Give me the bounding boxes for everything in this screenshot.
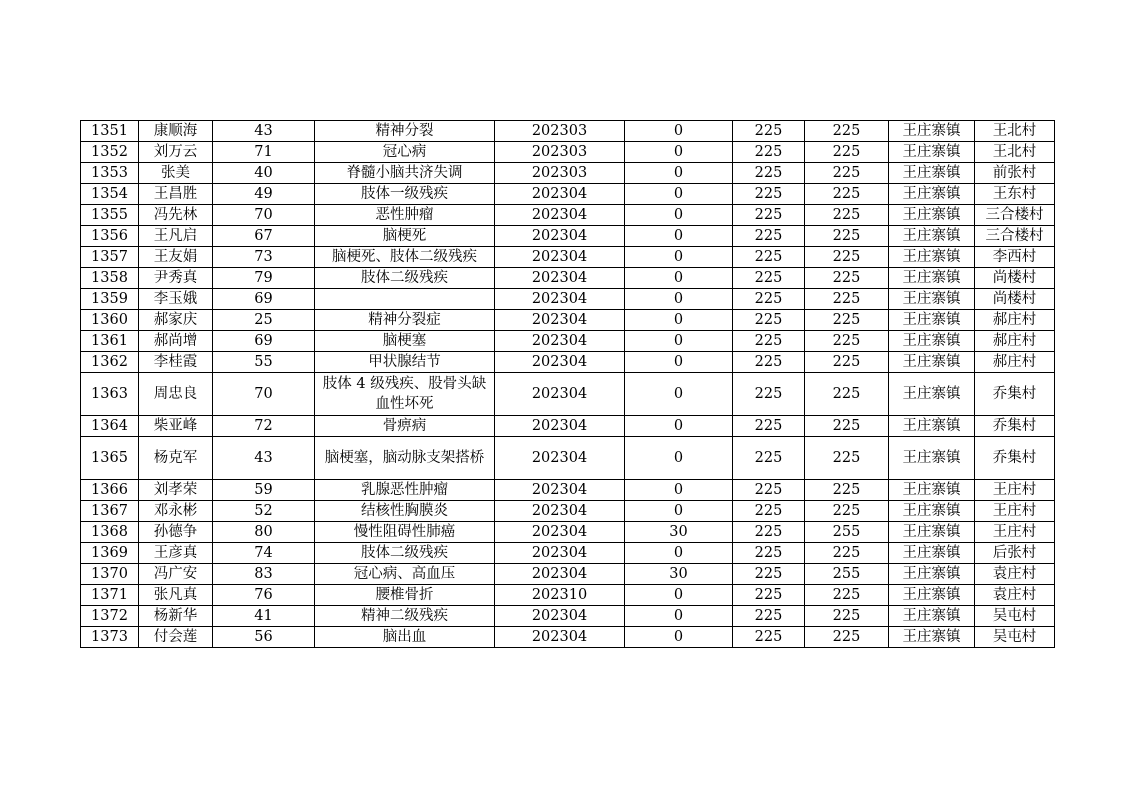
month-cell: 202304 xyxy=(495,480,625,501)
base-amount-cell: 225 xyxy=(733,501,805,522)
village-cell: 乔集村 xyxy=(975,416,1055,437)
table-row xyxy=(81,437,1055,480)
month-cell: 202304 xyxy=(495,564,625,585)
town-cell: 王庄寨镇 xyxy=(889,121,975,142)
diagnosis-cell: 脑梗死、肢体二级残疾 xyxy=(315,247,495,268)
age-cell: 76 xyxy=(213,585,315,606)
name-cell: 王凡启 xyxy=(139,226,213,247)
base-amount-cell: 225 xyxy=(733,437,805,480)
age-cell: 49 xyxy=(213,184,315,205)
name-cell: 周忠良 xyxy=(139,373,213,416)
extra-amount-cell: 0 xyxy=(625,226,733,247)
name-cell: 杨新华 xyxy=(139,606,213,627)
serial-cell: 1365 xyxy=(81,437,139,480)
age-cell: 56 xyxy=(213,627,315,648)
total-amount-cell: 225 xyxy=(805,416,889,437)
total-amount-cell: 225 xyxy=(805,205,889,226)
extra-amount-cell: 0 xyxy=(625,205,733,226)
table-row xyxy=(81,480,1055,501)
table-row xyxy=(81,522,1055,543)
extra-amount-cell: 0 xyxy=(625,627,733,648)
serial-cell: 1361 xyxy=(81,331,139,352)
diagnosis-cell: 脑梗塞 xyxy=(315,331,495,352)
age-cell: 83 xyxy=(213,564,315,585)
age-cell: 25 xyxy=(213,310,315,331)
village-cell: 王庄村 xyxy=(975,522,1055,543)
total-amount-cell: 225 xyxy=(805,121,889,142)
total-amount-cell: 225 xyxy=(805,247,889,268)
age-cell: 59 xyxy=(213,480,315,501)
name-cell: 王友娟 xyxy=(139,247,213,268)
age-cell: 79 xyxy=(213,268,315,289)
serial-cell: 1368 xyxy=(81,522,139,543)
month-cell: 202304 xyxy=(495,543,625,564)
age-cell: 80 xyxy=(213,522,315,543)
diagnosis-cell: 精神二级残疾 xyxy=(315,606,495,627)
base-amount-cell: 225 xyxy=(733,564,805,585)
total-amount-cell: 225 xyxy=(805,627,889,648)
total-amount-cell: 225 xyxy=(805,226,889,247)
town-cell: 王庄寨镇 xyxy=(889,205,975,226)
age-cell: 74 xyxy=(213,543,315,564)
table-row xyxy=(81,352,1055,373)
name-cell: 王彦真 xyxy=(139,543,213,564)
extra-amount-cell: 0 xyxy=(625,331,733,352)
serial-cell: 1355 xyxy=(81,205,139,226)
name-cell: 王昌胜 xyxy=(139,184,213,205)
extra-amount-cell: 30 xyxy=(625,564,733,585)
base-amount-cell: 225 xyxy=(733,522,805,543)
name-cell: 李玉娥 xyxy=(139,289,213,310)
town-cell: 王庄寨镇 xyxy=(889,331,975,352)
village-cell: 王庄村 xyxy=(975,501,1055,522)
serial-cell: 1352 xyxy=(81,142,139,163)
name-cell: 邓永彬 xyxy=(139,501,213,522)
base-amount-cell: 225 xyxy=(733,205,805,226)
extra-amount-cell: 0 xyxy=(625,437,733,480)
extra-amount-cell: 30 xyxy=(625,522,733,543)
total-amount-cell: 225 xyxy=(805,437,889,480)
town-cell: 王庄寨镇 xyxy=(889,289,975,310)
base-amount-cell: 225 xyxy=(733,184,805,205)
diagnosis-cell: 恶性肿瘤 xyxy=(315,205,495,226)
serial-cell: 1353 xyxy=(81,163,139,184)
village-cell: 乔集村 xyxy=(975,437,1055,480)
village-cell: 吴屯村 xyxy=(975,606,1055,627)
extra-amount-cell: 0 xyxy=(625,352,733,373)
village-cell: 王东村 xyxy=(975,184,1055,205)
town-cell: 王庄寨镇 xyxy=(889,416,975,437)
serial-cell: 1372 xyxy=(81,606,139,627)
extra-amount-cell: 0 xyxy=(625,501,733,522)
table-row xyxy=(81,247,1055,268)
month-cell: 202304 xyxy=(495,352,625,373)
table-row xyxy=(81,205,1055,226)
serial-cell: 1364 xyxy=(81,416,139,437)
name-cell: 张凡真 xyxy=(139,585,213,606)
serial-cell: 1360 xyxy=(81,310,139,331)
village-cell: 袁庄村 xyxy=(975,585,1055,606)
base-amount-cell: 225 xyxy=(733,268,805,289)
name-cell: 孙德争 xyxy=(139,522,213,543)
month-cell: 202304 xyxy=(495,289,625,310)
name-cell: 刘孝荣 xyxy=(139,480,213,501)
table-row xyxy=(81,289,1055,310)
diagnosis-cell: 脑出血 xyxy=(315,627,495,648)
name-cell: 李桂霞 xyxy=(139,352,213,373)
name-cell: 柴亚峰 xyxy=(139,416,213,437)
table-row xyxy=(81,543,1055,564)
name-cell: 冯先林 xyxy=(139,205,213,226)
month-cell: 202303 xyxy=(495,142,625,163)
table-row xyxy=(81,501,1055,522)
town-cell: 王庄寨镇 xyxy=(889,163,975,184)
serial-cell: 1357 xyxy=(81,247,139,268)
diagnosis-cell: 精神分裂 xyxy=(315,121,495,142)
table-row xyxy=(81,606,1055,627)
table-row xyxy=(81,585,1055,606)
age-cell: 67 xyxy=(213,226,315,247)
total-amount-cell: 255 xyxy=(805,522,889,543)
diagnosis-cell: 脊髓小脑共济失调 xyxy=(315,163,495,184)
table-row xyxy=(81,416,1055,437)
diagnosis-cell: 冠心病 xyxy=(315,142,495,163)
base-amount-cell: 225 xyxy=(733,310,805,331)
village-cell: 吴屯村 xyxy=(975,627,1055,648)
total-amount-cell: 225 xyxy=(805,480,889,501)
base-amount-cell: 225 xyxy=(733,543,805,564)
serial-cell: 1354 xyxy=(81,184,139,205)
total-amount-cell: 225 xyxy=(805,184,889,205)
total-amount-cell: 225 xyxy=(805,585,889,606)
diagnosis-cell: 乳腺恶性肿瘤 xyxy=(315,480,495,501)
name-cell: 付会莲 xyxy=(139,627,213,648)
month-cell: 202304 xyxy=(495,310,625,331)
serial-cell: 1351 xyxy=(81,121,139,142)
serial-cell: 1367 xyxy=(81,501,139,522)
name-cell: 郝尚增 xyxy=(139,331,213,352)
serial-cell: 1359 xyxy=(81,289,139,310)
village-cell: 郝庄村 xyxy=(975,352,1055,373)
base-amount-cell: 225 xyxy=(733,480,805,501)
base-amount-cell: 225 xyxy=(733,226,805,247)
age-cell: 72 xyxy=(213,416,315,437)
month-cell: 202304 xyxy=(495,331,625,352)
diagnosis-cell: 甲状腺结节 xyxy=(315,352,495,373)
extra-amount-cell: 0 xyxy=(625,310,733,331)
extra-amount-cell: 0 xyxy=(625,480,733,501)
village-cell: 王北村 xyxy=(975,121,1055,142)
base-amount-cell: 225 xyxy=(733,352,805,373)
age-cell: 40 xyxy=(213,163,315,184)
diagnosis-cell: 脑梗塞，脑动脉支架搭桥 xyxy=(315,437,495,480)
town-cell: 王庄寨镇 xyxy=(889,564,975,585)
base-amount-cell: 225 xyxy=(733,331,805,352)
total-amount-cell: 225 xyxy=(805,606,889,627)
age-cell: 73 xyxy=(213,247,315,268)
village-cell: 尚楼村 xyxy=(975,289,1055,310)
total-amount-cell: 225 xyxy=(805,163,889,184)
table-row xyxy=(81,564,1055,585)
table-row xyxy=(81,627,1055,648)
serial-cell: 1369 xyxy=(81,543,139,564)
extra-amount-cell: 0 xyxy=(625,289,733,310)
name-cell: 杨克军 xyxy=(139,437,213,480)
diagnosis-cell: 腰椎骨折 xyxy=(315,585,495,606)
village-cell: 郝庄村 xyxy=(975,331,1055,352)
extra-amount-cell: 0 xyxy=(625,142,733,163)
month-cell: 202303 xyxy=(495,163,625,184)
name-cell: 张美 xyxy=(139,163,213,184)
serial-cell: 1362 xyxy=(81,352,139,373)
serial-cell: 1370 xyxy=(81,564,139,585)
town-cell: 王庄寨镇 xyxy=(889,142,975,163)
village-cell: 前张村 xyxy=(975,163,1055,184)
total-amount-cell: 225 xyxy=(805,142,889,163)
extra-amount-cell: 0 xyxy=(625,247,733,268)
total-amount-cell: 225 xyxy=(805,331,889,352)
base-amount-cell: 225 xyxy=(733,627,805,648)
village-cell: 乔集村 xyxy=(975,373,1055,416)
village-cell: 王庄村 xyxy=(975,480,1055,501)
extra-amount-cell: 0 xyxy=(625,184,733,205)
table-row xyxy=(81,268,1055,289)
extra-amount-cell: 0 xyxy=(625,268,733,289)
extra-amount-cell: 0 xyxy=(625,163,733,184)
table-row xyxy=(81,163,1055,184)
age-cell: 71 xyxy=(213,142,315,163)
diagnosis-cell: 慢性阻碍性肺癌 xyxy=(315,522,495,543)
town-cell: 王庄寨镇 xyxy=(889,184,975,205)
town-cell: 王庄寨镇 xyxy=(889,585,975,606)
age-cell: 70 xyxy=(213,205,315,226)
total-amount-cell: 225 xyxy=(805,373,889,416)
town-cell: 王庄寨镇 xyxy=(889,226,975,247)
name-cell: 郝家庆 xyxy=(139,310,213,331)
total-amount-cell: 225 xyxy=(805,543,889,564)
age-cell: 70 xyxy=(213,373,315,416)
table-row xyxy=(81,331,1055,352)
base-amount-cell: 225 xyxy=(733,142,805,163)
town-cell: 王庄寨镇 xyxy=(889,480,975,501)
extra-amount-cell: 0 xyxy=(625,543,733,564)
base-amount-cell: 225 xyxy=(733,606,805,627)
diagnosis-cell: 结核性胸膜炎 xyxy=(315,501,495,522)
serial-cell: 1366 xyxy=(81,480,139,501)
serial-cell: 1358 xyxy=(81,268,139,289)
month-cell: 202304 xyxy=(495,373,625,416)
month-cell: 202304 xyxy=(495,226,625,247)
base-amount-cell: 225 xyxy=(733,585,805,606)
total-amount-cell: 225 xyxy=(805,268,889,289)
town-cell: 王庄寨镇 xyxy=(889,522,975,543)
month-cell: 202303 xyxy=(495,121,625,142)
month-cell: 202304 xyxy=(495,247,625,268)
village-cell: 李西村 xyxy=(975,247,1055,268)
town-cell: 王庄寨镇 xyxy=(889,543,975,564)
name-cell: 尹秀真 xyxy=(139,268,213,289)
town-cell: 王庄寨镇 xyxy=(889,501,975,522)
base-amount-cell: 225 xyxy=(733,373,805,416)
town-cell: 王庄寨镇 xyxy=(889,268,975,289)
town-cell: 王庄寨镇 xyxy=(889,627,975,648)
town-cell: 王庄寨镇 xyxy=(889,352,975,373)
month-cell: 202304 xyxy=(495,437,625,480)
extra-amount-cell: 0 xyxy=(625,121,733,142)
total-amount-cell: 225 xyxy=(805,310,889,331)
total-amount-cell: 255 xyxy=(805,564,889,585)
diagnosis-cell xyxy=(315,289,495,310)
table-row xyxy=(81,121,1055,142)
extra-amount-cell: 0 xyxy=(625,416,733,437)
village-cell: 王北村 xyxy=(975,142,1055,163)
age-cell: 43 xyxy=(213,437,315,480)
base-amount-cell: 225 xyxy=(733,247,805,268)
month-cell: 202304 xyxy=(495,205,625,226)
diagnosis-cell: 脑梗死 xyxy=(315,226,495,247)
age-cell: 43 xyxy=(213,121,315,142)
village-cell: 郝庄村 xyxy=(975,310,1055,331)
month-cell: 202304 xyxy=(495,268,625,289)
town-cell: 王庄寨镇 xyxy=(889,437,975,480)
age-cell: 52 xyxy=(213,501,315,522)
month-cell: 202304 xyxy=(495,184,625,205)
total-amount-cell: 225 xyxy=(805,289,889,310)
village-cell: 三合楼村 xyxy=(975,205,1055,226)
total-amount-cell: 225 xyxy=(805,501,889,522)
serial-cell: 1356 xyxy=(81,226,139,247)
diagnosis-cell: 精神分裂症 xyxy=(315,310,495,331)
diagnosis-cell: 肢体一级残疾 xyxy=(315,184,495,205)
village-cell: 后张村 xyxy=(975,543,1055,564)
month-cell: 202304 xyxy=(495,522,625,543)
age-cell: 55 xyxy=(213,352,315,373)
serial-cell: 1373 xyxy=(81,627,139,648)
age-cell: 41 xyxy=(213,606,315,627)
month-cell: 202304 xyxy=(495,416,625,437)
town-cell: 王庄寨镇 xyxy=(889,373,975,416)
base-amount-cell: 225 xyxy=(733,289,805,310)
name-cell: 刘万云 xyxy=(139,142,213,163)
name-cell: 冯广安 xyxy=(139,564,213,585)
table-row xyxy=(81,310,1055,331)
town-cell: 王庄寨镇 xyxy=(889,310,975,331)
table-row xyxy=(81,226,1055,247)
diagnosis-cell: 骨痹病 xyxy=(315,416,495,437)
serial-cell: 1363 xyxy=(81,373,139,416)
age-cell: 69 xyxy=(213,331,315,352)
total-amount-cell: 225 xyxy=(805,352,889,373)
town-cell: 王庄寨镇 xyxy=(889,247,975,268)
extra-amount-cell: 0 xyxy=(625,585,733,606)
serial-cell: 1371 xyxy=(81,585,139,606)
diagnosis-cell: 冠心病、高血压 xyxy=(315,564,495,585)
diagnosis-cell: 肢体 4 级残疾、股骨头缺血性坏死 xyxy=(315,373,495,416)
village-cell: 三合楼村 xyxy=(975,226,1055,247)
village-cell: 尚楼村 xyxy=(975,268,1055,289)
diagnosis-cell: 肢体二级残疾 xyxy=(315,268,495,289)
base-amount-cell: 225 xyxy=(733,416,805,437)
town-cell: 王庄寨镇 xyxy=(889,606,975,627)
table-row xyxy=(81,184,1055,205)
month-cell: 202304 xyxy=(495,501,625,522)
month-cell: 202310 xyxy=(495,585,625,606)
table-row xyxy=(81,142,1055,163)
age-cell: 69 xyxy=(213,289,315,310)
extra-amount-cell: 0 xyxy=(625,373,733,416)
month-cell: 202304 xyxy=(495,606,625,627)
records-table xyxy=(80,120,1055,648)
base-amount-cell: 225 xyxy=(733,121,805,142)
base-amount-cell: 225 xyxy=(733,163,805,184)
extra-amount-cell: 0 xyxy=(625,606,733,627)
village-cell: 袁庄村 xyxy=(975,564,1055,585)
diagnosis-cell: 肢体二级残疾 xyxy=(315,543,495,564)
month-cell: 202304 xyxy=(495,627,625,648)
table-row xyxy=(81,373,1055,416)
name-cell: 康顺海 xyxy=(139,121,213,142)
